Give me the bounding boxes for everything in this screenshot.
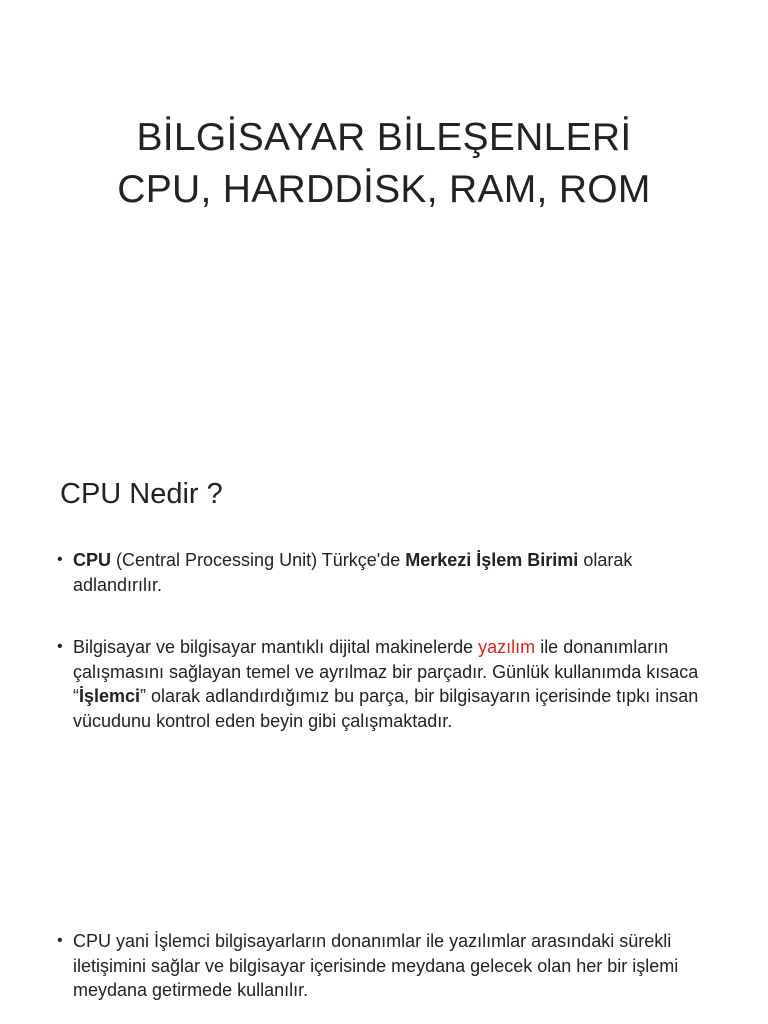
content-slide — [0, 430, 768, 1024]
bullet-item-cpu-definition — [57, 548, 717, 597]
title-slide — [0, 0, 768, 430]
bullet-marker: • — [57, 932, 63, 949]
bullet-list — [57, 548, 717, 1003]
bullet-text: ile donanımların çalışmasını sağlayan temel ve ayrılmaz bir parçadır. Günlük kullanımda kısaca “ — [73, 637, 699, 706]
bullet-text: ” olarak adlandırdığımız bu parça, bir bilgisayarın içerisinde tıpkı insan vücudunu kontrol eden beyin gibi çalışmaktadır. — [73, 686, 699, 731]
bold-term: İşlemci — [79, 686, 141, 706]
bullet-text: CPU yani İşlemci bilgisayarların donanımlar ile yazılımlar arasındaki sürekli iletişimini sağlar ve bilgisayar içerisinde meydana gelecek olan her bir işlemi meydana getirmede kullanılır. — [73, 931, 679, 1000]
bullet-marker: • — [57, 551, 63, 568]
bullet-text: Bilgisayar ve bilgisayar mantıklı dijital makinelerde — [73, 637, 479, 657]
bullet-item-cpu-role — [57, 635, 717, 733]
bullet-item-cpu-communication — [57, 929, 717, 1003]
slide-title — [0, 112, 768, 216]
title-line-1: BİLGİSAYAR BİLEŞENLERİ — [136, 116, 632, 159]
bullet-text: olarak adlandırılır. — [73, 550, 633, 595]
title-line-2: CPU, HARDDİSK, RAM, ROM — [117, 168, 651, 211]
bullet-marker: • — [57, 638, 63, 655]
bullet-text: (Central Processing Unit) Türkçe'de — [111, 550, 406, 570]
slide-heading: CPU Nedir ? — [60, 478, 223, 510]
highlighted-word: yazılım — [478, 637, 536, 657]
cpu-term: CPU — [73, 550, 112, 570]
bold-term: Merkezi İşlem Birimi — [405, 550, 579, 570]
